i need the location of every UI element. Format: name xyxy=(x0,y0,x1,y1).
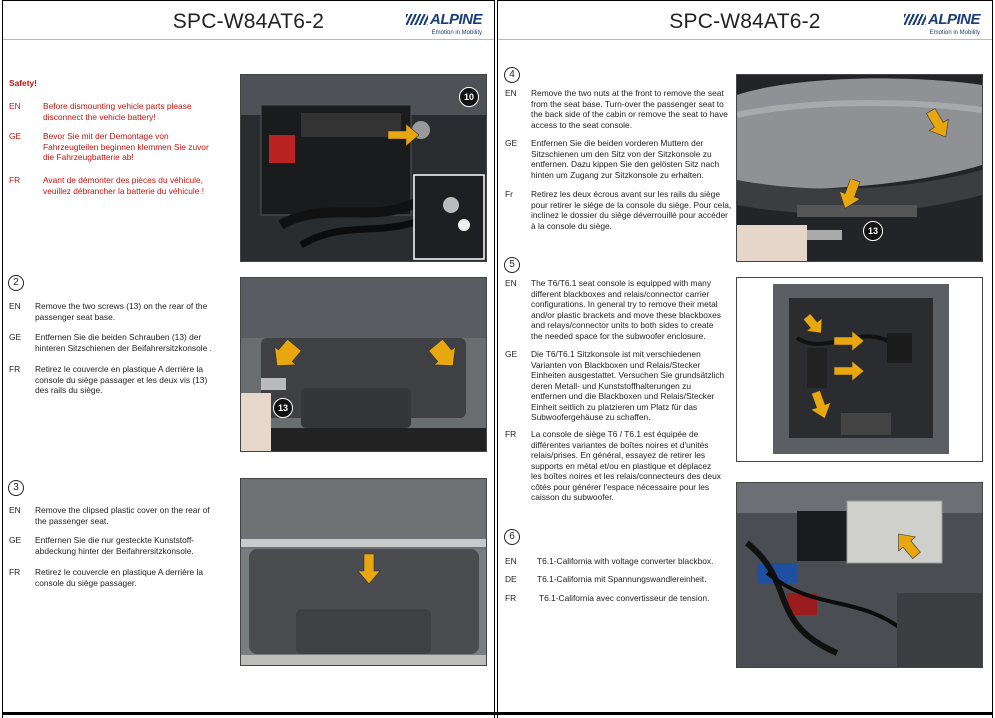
callout-badge-13: 13 xyxy=(273,398,293,418)
step-2-ge-code: GE xyxy=(9,332,22,342)
seat-nuts-image xyxy=(737,75,982,261)
document-title: SPC-W84AT6-2 xyxy=(669,10,821,33)
logo-brand: ALPINE xyxy=(927,11,980,28)
step-3-en-text: Remove the clipsed plastic cover on the rear of the passenger seat. xyxy=(35,505,210,526)
alpine-logo xyxy=(406,11,482,36)
step-6-number: 6 xyxy=(504,529,520,545)
arrow-icon xyxy=(833,360,865,382)
arrow-icon xyxy=(429,340,459,370)
step-3-ge-code: GE xyxy=(9,535,22,545)
safety-fr-code: FR xyxy=(9,175,21,185)
step-2-fr-code: FR xyxy=(9,364,21,374)
step-5-fr-code: FR xyxy=(505,429,517,439)
seat-console-photo xyxy=(736,277,983,462)
arrow-icon xyxy=(837,179,867,211)
step-5-en-text: The T6/T6.1 seat console is equipped with many different blackboxes and relais/connector carrier configurations. In general try to remove their metal and/or plastic brackets and move these blackboxes and relays/connector units to both sides to create the needed space for the subwoofer enclosure. xyxy=(531,278,721,341)
safety-en-text: Before dismounting vehicle parts please disconnect the vehicle battery! xyxy=(43,101,192,122)
seat-plastic-cover-photo xyxy=(240,478,487,666)
logo-tagline: Emotion in Mobility xyxy=(431,30,482,36)
logo-stripes-icon xyxy=(904,14,926,25)
step-5-en-code: EN xyxy=(505,278,517,288)
step-4-ge-text: Entfernen Sie die beiden vorderen Muttern der Sitzschienen um den Sitz von der Sitzkonsole zu entfernen. Dazu kippen Sie den gelösten Sitz nach hinten um Zugang zur Sitzkonsole zu erhalten. xyxy=(531,138,720,180)
step-6-en-code: EN xyxy=(505,556,517,566)
safety-en-code: EN xyxy=(9,101,21,111)
safety-ge-text: Bevor Sie mit der Demontage von Fahrzeugteilen beginnen klemmen Sie zuvor die Fahrzeugbatterie ab! xyxy=(43,131,209,162)
step-2-fr-text: Retirez le couvercle en plastique A derrière la console du siège passager et les deux vis (13) des rails du siège. xyxy=(35,364,208,395)
step-3-ge-text: Entfernen Sie die nur gesteckte Kunststoff- abdeckung hinter der Beifahrersitzkonsole. xyxy=(35,535,195,556)
arrow-icon xyxy=(386,123,420,147)
california-blackbox-image xyxy=(737,483,982,667)
seat-rear-screws-photo xyxy=(240,277,487,452)
step-2-en-text: Remove the two screws (13) on the rear of the passenger seat base. xyxy=(35,301,208,322)
logo-stripes-icon xyxy=(406,14,428,25)
step-2-number: 2 xyxy=(8,275,24,291)
california-blackbox-photo xyxy=(736,482,983,668)
arrow-icon xyxy=(809,390,833,420)
step-3-fr-code: FR xyxy=(9,567,21,577)
battery-photo xyxy=(240,74,487,262)
logo-tagline: Emotion in Mobility xyxy=(929,30,980,36)
page-bottom-rule xyxy=(2,712,993,715)
step-6-de-text: T6.1-California mit Spannungswandlereinheit. xyxy=(537,574,707,584)
page-header xyxy=(3,1,494,40)
callout-badge-13: 13 xyxy=(863,221,883,241)
step-5-ge-text: Die T6/T6.1 Sitzkonsole ist mit verschiedenen Varianten von Blackboxen und Relais/Stecker Einheiten ausgestattet. Versuchen Sie grundsätzlich deren Metall- und Kunststoffhalterungen zu entfernen und die Blackboxen und Relais/Stecker Einheit seitlich zu platzieren um Platz für das Subwoofergehäuse zu schaffen. xyxy=(531,349,725,422)
step-6-de-code: DE xyxy=(505,574,517,584)
step-5-number: 5 xyxy=(504,257,520,273)
step-3-en-code: EN xyxy=(9,505,21,515)
callout-badge-10: 10 xyxy=(459,87,479,107)
battery-photo-image xyxy=(241,75,486,261)
step-4-en-code: EN xyxy=(505,88,517,98)
step-4-number: 4 xyxy=(504,67,520,83)
step-4-fr-code: Fr xyxy=(505,189,513,199)
step-6-fr-text: T6.1-California avec convertisseur de tension. xyxy=(539,593,710,603)
document-title: SPC-W84AT6-2 xyxy=(172,10,325,33)
step-6-fr-code: FR xyxy=(505,593,517,603)
safety-heading: Safety! xyxy=(9,78,37,88)
page-header xyxy=(498,1,992,40)
step-5-ge-code: GE xyxy=(505,349,518,359)
step-3-number: 3 xyxy=(8,480,24,496)
safety-fr-text: Avant de démonter des pièces du véhicule, veuillez débrancher la batterie du véhicule ! xyxy=(43,175,205,196)
arrow-icon xyxy=(803,312,827,336)
safety-ge-code: GE xyxy=(9,131,22,141)
step-2-ge-text: Entfernen Sie die beiden Schrauben (13) der hinteren Sitzschienen der Beifahrersitzkonsole . xyxy=(35,332,212,353)
arrow-icon xyxy=(891,531,921,561)
step-4-en-text: Remove the two nuts at the front to remove the seat from the seat base. Turn-over the passenger seat to the back side of the cabin or remove the seat to have access to the seat console. xyxy=(531,88,728,130)
arrow-icon xyxy=(357,553,381,585)
left-page xyxy=(2,0,495,718)
step-6-en-text: T6.1-California with voltage converter blackbox. xyxy=(537,556,714,566)
arrow-icon xyxy=(833,330,865,352)
step-3-fr-text: Retirez le couvercle en plastique A derrière la console du siège passager. xyxy=(35,567,204,588)
step-5-fr-text: La console de siège T6 / T6.1 est équipée de différentes variantes de boîtes noires et d'unités relais/prises. En général, essayez de retirer les supports en métal et/ou en plastique et déplacez les boîtes noires et les relais/connecteurs des deux côtés pour générer l'espace nécessaire pour les caisson du subwoofer. xyxy=(531,429,721,502)
right-page xyxy=(497,0,993,718)
alpine-logo xyxy=(904,11,980,36)
arrow-icon xyxy=(271,340,301,370)
arrow-icon xyxy=(925,107,955,139)
step-4-fr-text: Retirez les deux écrous avant sur les rails du siège pour retirer le siège de la console du siège. Pour cela, inclinez le dossier du siège déverrouillé pour accéder à la console du siège. xyxy=(531,189,732,231)
seat-nuts-photo xyxy=(736,74,983,262)
step-2-en-code: EN xyxy=(9,301,21,311)
logo-brand: ALPINE xyxy=(429,11,482,28)
step-4-ge-code: GE xyxy=(505,138,518,148)
